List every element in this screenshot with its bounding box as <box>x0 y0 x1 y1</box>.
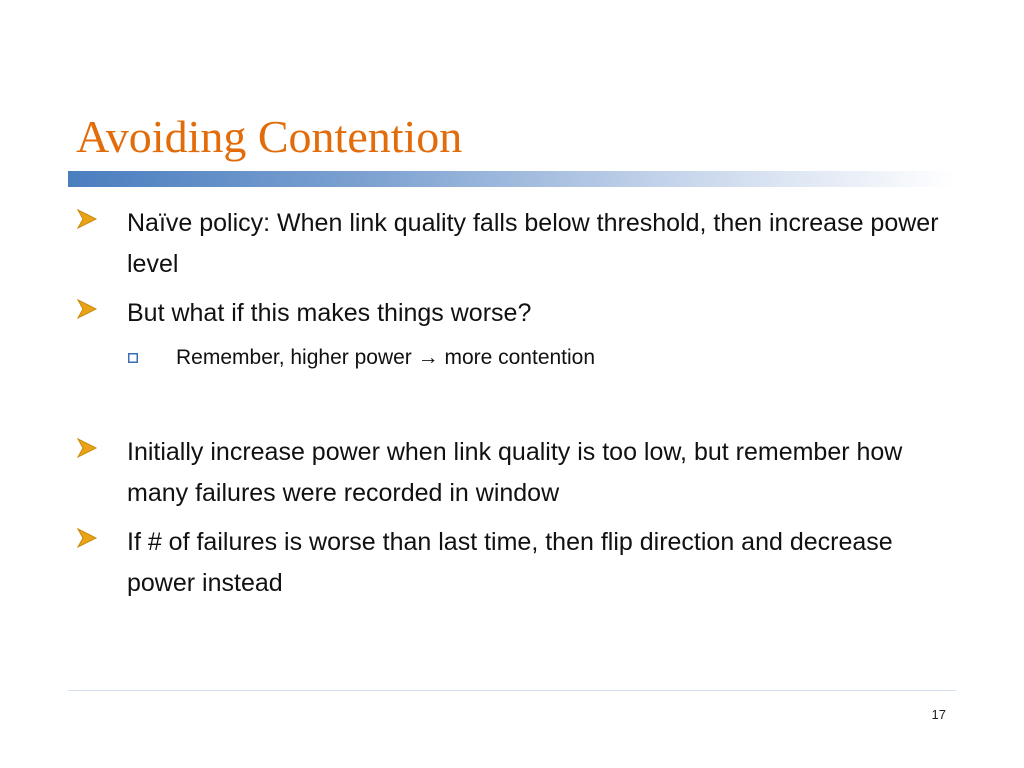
slide-number: 17 <box>931 707 946 722</box>
square-bullet-icon <box>128 353 138 363</box>
title-underline-bar <box>68 171 956 187</box>
arrow-bullet-icon <box>76 208 98 230</box>
bullet-text: Initially increase power when link quality is too low, but remember how many failures were recorded in window <box>127 438 903 507</box>
bullet-text: But what if this makes things worse? <box>127 299 532 327</box>
sub-bullet-text: Remember, higher power → more contention <box>176 346 596 369</box>
slide-title: Avoiding Contention <box>76 111 463 162</box>
footer-divider <box>68 690 956 691</box>
bullet-text: Naïve policy: When link quality falls below threshold, then increase power level <box>127 209 939 278</box>
arrow-bullet-icon <box>76 437 98 459</box>
bullet-text: If # of failures is worse than last time, then flip direction and decrease power instead <box>127 528 893 597</box>
arrow-bullet-icon <box>76 298 98 320</box>
arrow-bullet-icon <box>76 527 98 549</box>
